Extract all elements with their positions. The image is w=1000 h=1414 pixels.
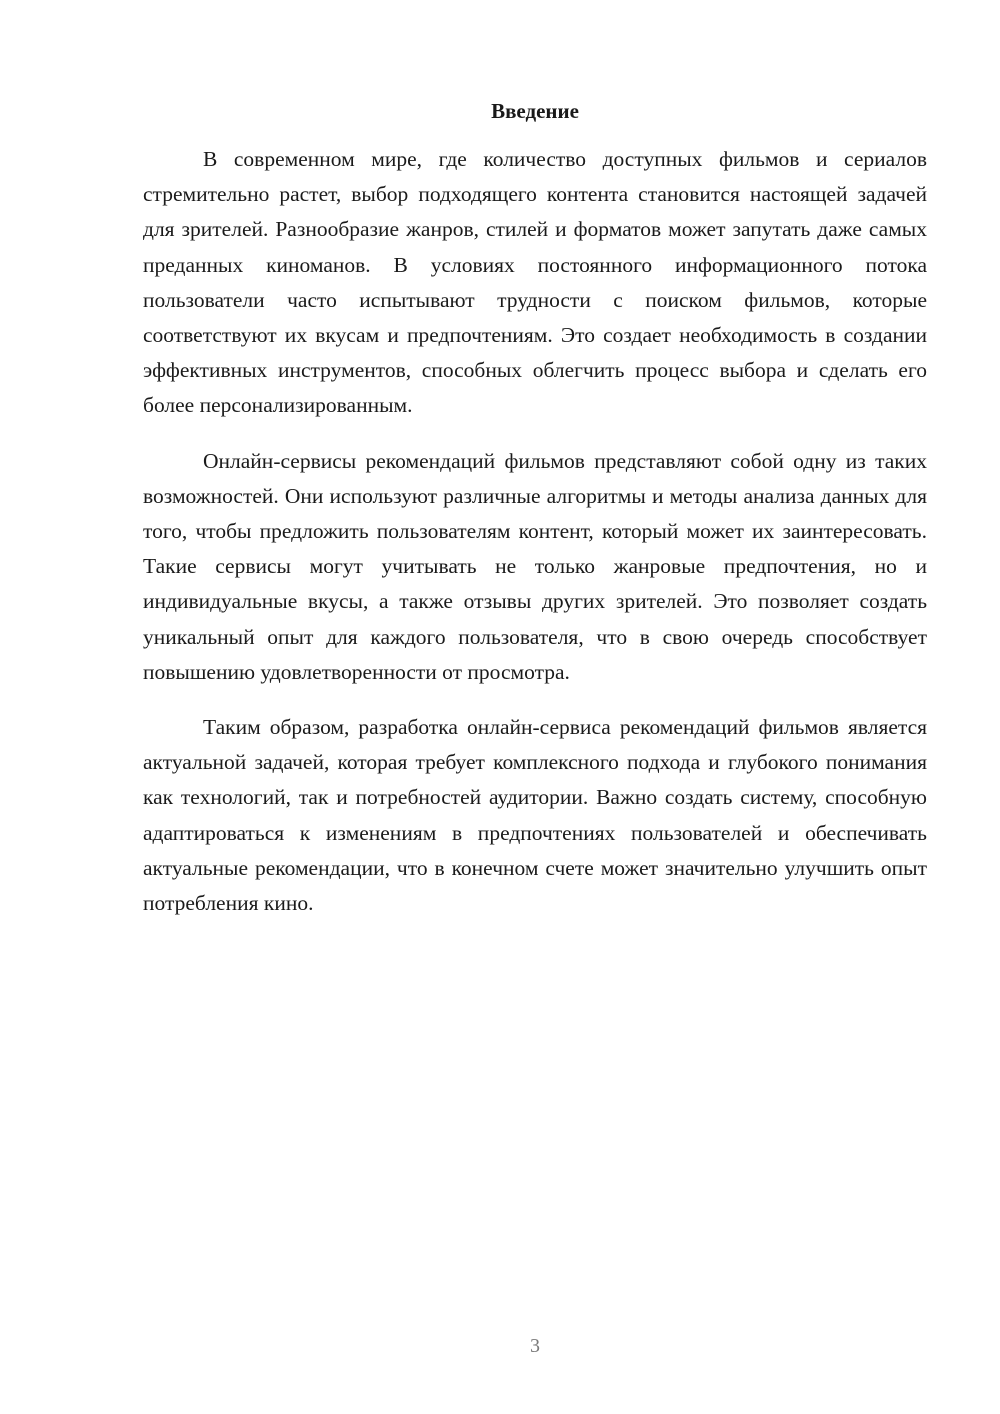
section-heading: Введение xyxy=(491,99,579,123)
document-body xyxy=(143,142,927,941)
paragraph-2: Онлайн-сервисы рекомендаций фильмов представляют собой одну из таких возможностей. Они используют различные алгоритмы и методы анализа данных для того, чтобы предложить пользователям контент, который может их заинтересовать. Такие сервисы могут учитывать не только жанровые предпочтения, но и индивидуальные вкусы, а также отзывы других зрителей. Это позволяет создать уникальный опыт для каждого пользователя, что в свою очередь способствует повышению удовлетворенности от просмотра. xyxy=(143,448,927,684)
paragraph-1: В современном мире, где количество доступных фильмов и сериалов стремительно растет, выбор подходящего контента становится настоящей задачей для зрителей. Разнообразие жанров, стилей и форматов может запутать даже самых преданных киноманов. В условиях постоянного информационного потока пользователи часто испытывают трудности с поиском фильмов, которые соответствуют их вкусам и предпочтениям. Это создает необходимость в создании эффективных инструментов, способных облегчить процесс выбора и сделать его более персонализированным. xyxy=(143,147,927,418)
paragraph-3: Таким образом, разработка онлайн-сервиса рекомендаций фильмов является актуальной задачей, которая требует комплексного подхода и глубокого понимания как технологий, так и потребностей аудитории. Важно создать систему, способную адаптироваться к изменениям в предпочтениях пользователей и обеспечивать актуальные рекомендации, что в конечном счете может значительно улучшить опыт потребления кино. xyxy=(143,715,927,916)
page-number: 3 xyxy=(530,1335,540,1357)
